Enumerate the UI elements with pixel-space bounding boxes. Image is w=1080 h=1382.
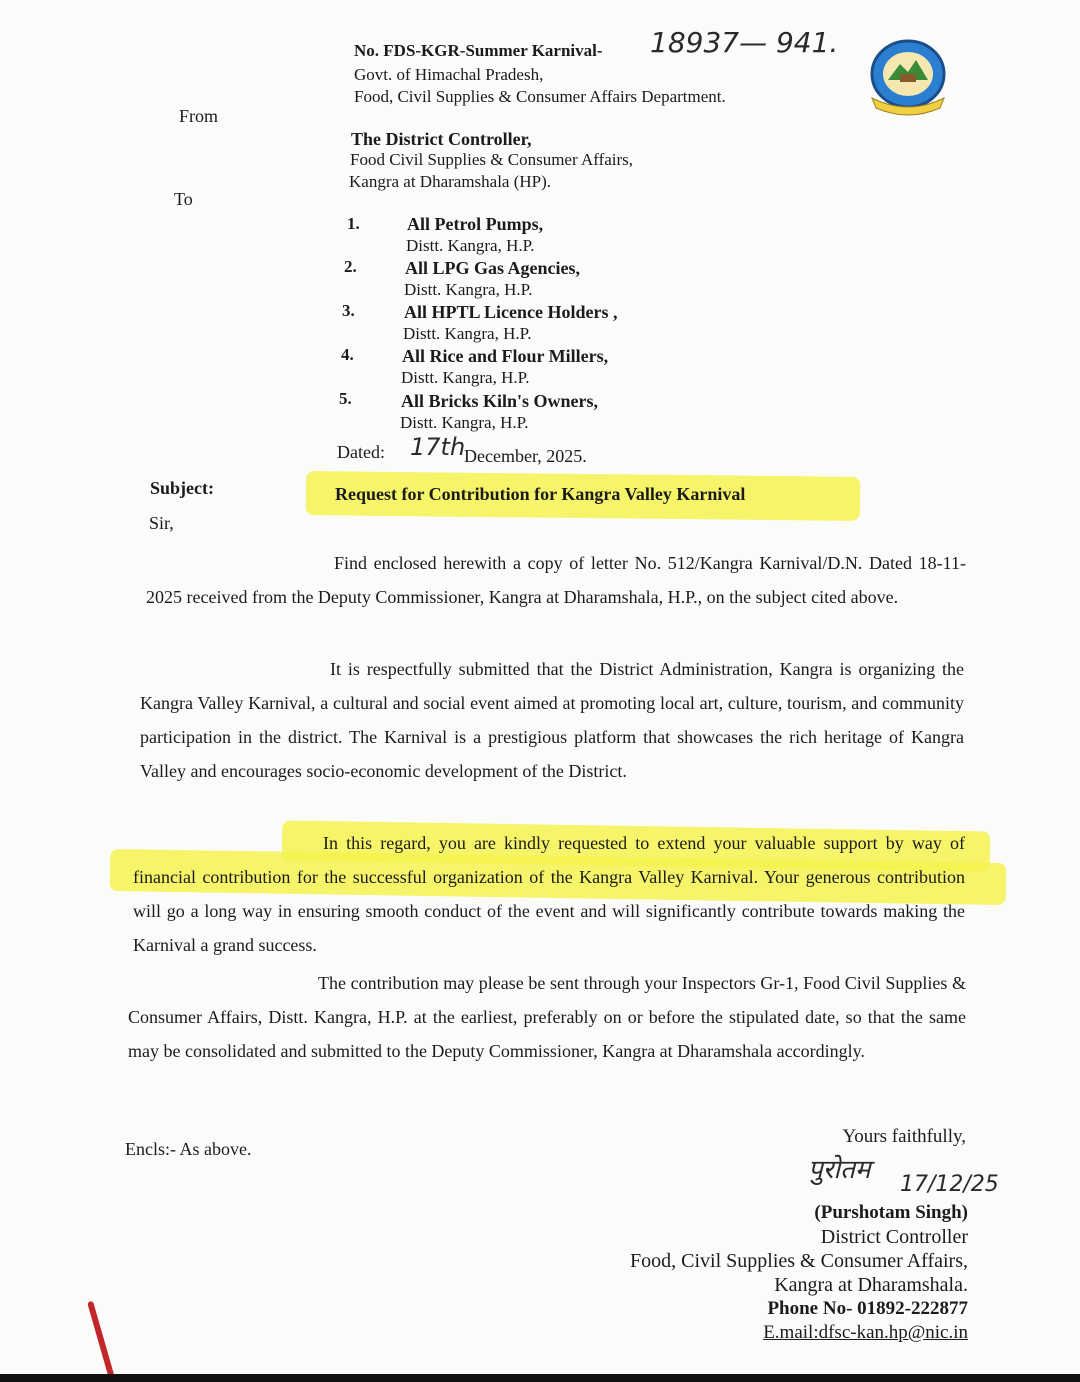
body-paragraph: It is respectfully submitted that the District Administration, Kangra is organizing the Kangra Valley Karnival, a cultural and social event aimed at promoting local art, culture, tourism, and community participation in the district. The Karnival is a prestigious platform that showcases the rich heritage of Kangra Valley and encourages socio-economic development of the District. — [140, 659, 964, 781]
subject-text: Request for Contribution for Kangra Valley Karnival — [335, 484, 746, 504]
recipient-number: 5. — [339, 389, 352, 408]
recipient-number: 2. — [344, 257, 357, 276]
from-line3: Kangra at Dharamshala (HP). — [349, 172, 552, 191]
reference-number: No. FDS-KGR-Summer Karnival- — [354, 41, 603, 60]
recipient-name: All Bricks Kiln's Owners, — [401, 391, 599, 411]
from-line2: Food Civil Supplies & Consumer Affairs, — [350, 150, 634, 169]
bottom-edge — [0, 1374, 1080, 1382]
recipient-name: All LPG Gas Agencies, — [405, 258, 580, 278]
dated-rest: December, 2025. — [464, 446, 587, 466]
body-paragraph: The contribution may please be sent through your Inspectors Gr-1, Food Civil Supplies & Consumer Affairs, Distt. Kangra, H.P. at the earliest, preferably on or before the stipulated date, so that the same may be consolidated and submitted to the Deputy Commissioner, Kangra at Dharamshala accordingly. — [128, 973, 966, 1061]
signatory-designation: District Controller — [820, 1226, 968, 1248]
signature-scribble-icon: पुरोतम — [808, 1155, 871, 1185]
recipient-name: All HPTL Licence Holders , — [404, 302, 618, 322]
subject-label: Subject: — [150, 478, 214, 498]
from-label: From — [179, 106, 219, 126]
handwritten-ref: 18937— 941. — [650, 26, 839, 59]
salutation: Sir, — [149, 513, 174, 533]
closing: Yours faithfully, — [842, 1126, 966, 1147]
recipient-number: 1. — [347, 214, 360, 233]
recipient-address: Distt. Kangra, H.P. — [401, 368, 530, 387]
body-paragraph: In this regard, you are kindly requested to extend your valuable support by way of financial contribution for the successful organization of the Kangra Valley Karnival. Your generous contribution will go a long way in ensuring smooth conduct of the event and will significantly contribute towards making the Karnival a grand success. — [133, 833, 965, 955]
recipient-number: 3. — [342, 301, 355, 320]
dept-line: Food, Civil Supplies & Consumer Affairs Department. — [354, 87, 726, 106]
govt-line: Govt. of Himachal Pradesh, — [354, 65, 544, 84]
signatory-name: (Purshotam Singh) — [814, 1202, 968, 1223]
signatory-dept: Food, Civil Supplies & Consumer Affairs, — [630, 1250, 968, 1272]
email-link[interactable]: E.mail:dfsc-kan.hp@nic.in — [763, 1322, 968, 1343]
from-title: The District Controller, — [351, 129, 532, 149]
enclosures: Encls:- As above. — [125, 1139, 252, 1159]
recipient-address: Distt. Kangra, H.P. — [406, 236, 535, 255]
handwritten-day: 17th — [410, 433, 466, 461]
body-paragraph: Find enclosed herewith a copy of letter No. 512/Kangra Karnival/D.N. Dated 18-11-2025 received from the Deputy Commissioner, Kangra at Dharamshala, H.P., on the subject cited above. — [146, 553, 966, 607]
red-pen-mark — [87, 1301, 115, 1380]
phone-number: Phone No- 01892-222877 — [767, 1298, 968, 1319]
department-seal-icon — [864, 36, 952, 116]
signature-date: 17/12/25 — [900, 1172, 999, 1197]
recipient-name: All Petrol Pumps, — [407, 214, 544, 234]
dated-label: Dated: — [337, 442, 385, 462]
recipient-address: Distt. Kangra, H.P. — [400, 413, 529, 432]
recipient-name: All Rice and Flour Millers, — [402, 346, 609, 366]
to-label: To — [174, 189, 193, 209]
recipient-address: Distt. Kangra, H.P. — [404, 280, 533, 299]
recipient-number: 4. — [341, 345, 354, 364]
recipient-address: Distt. Kangra, H.P. — [403, 324, 532, 343]
signatory-place: Kangra at Dharamshala. — [774, 1274, 968, 1296]
